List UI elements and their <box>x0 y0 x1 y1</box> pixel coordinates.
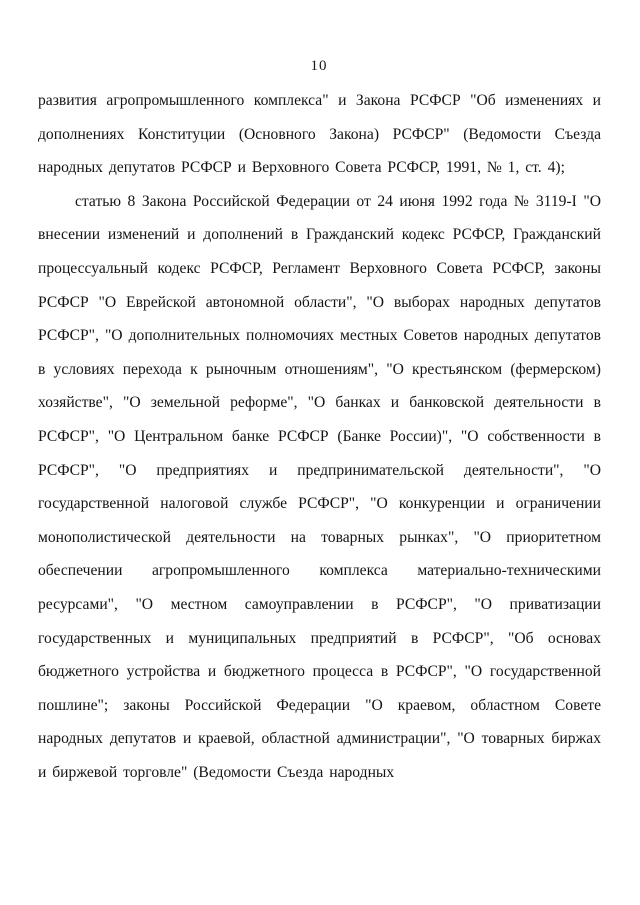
page-number: 10 <box>310 58 328 74</box>
document-body <box>38 84 601 789</box>
paragraph: статью 8 Закона Российской Федерации от 24 июня 1992 года № 3119-I "О внесении изменений и дополнений в Гражданский кодекс РСФСР, Гражданский процессуальный кодекс РСФСР, Регламент Верховного Совета РСФСР, законы РСФСР "О Еврейской автономной области", "О выборах народных депутатов РСФСР", "О дополнительных полномочиях местных Советов народных депутатов в условиях перехода к рыночным отношениям", "О крестьянском (фермерском) хозяйстве", "О земельной реформе", "О банках и банковской деятельности в РСФСР", "О Центральном банке РСФСР (Банке России)", "О собственности в РСФСР", "О предприятиях и предпринимательской деятельности", "О государственной налоговой службе РСФСР", "О конкуренции и ограничении монополистической деятельности на товарных рынках", "О приоритетном обеспечении агропромышленного комплекса материально-техническими ресурсами", "О местном самоуправлении в РСФСР", "О приватизации государственных и муниципальных предприятий в РСФСР", "Об основах бюджетного устройства и бюджетного процесса в РСФСР", "О государственной пошлине"; законы Российской Федерации "О краевом, областном Совете народных депутатов и краевой, областной администрации", "О товарных биржах и биржевой торговле" (Ведомости Съезда народных <box>38 192 601 781</box>
paragraph: развития агропромышленного комплекса" и Закона РСФСР "Об изменениях и дополнениях Конституции (Основного Закона) РСФСР" (Ведомости Съезда народных депутатов РСФСР и Верховного Совета РСФСР, 1991, № 1, ст. 4); <box>38 92 601 177</box>
